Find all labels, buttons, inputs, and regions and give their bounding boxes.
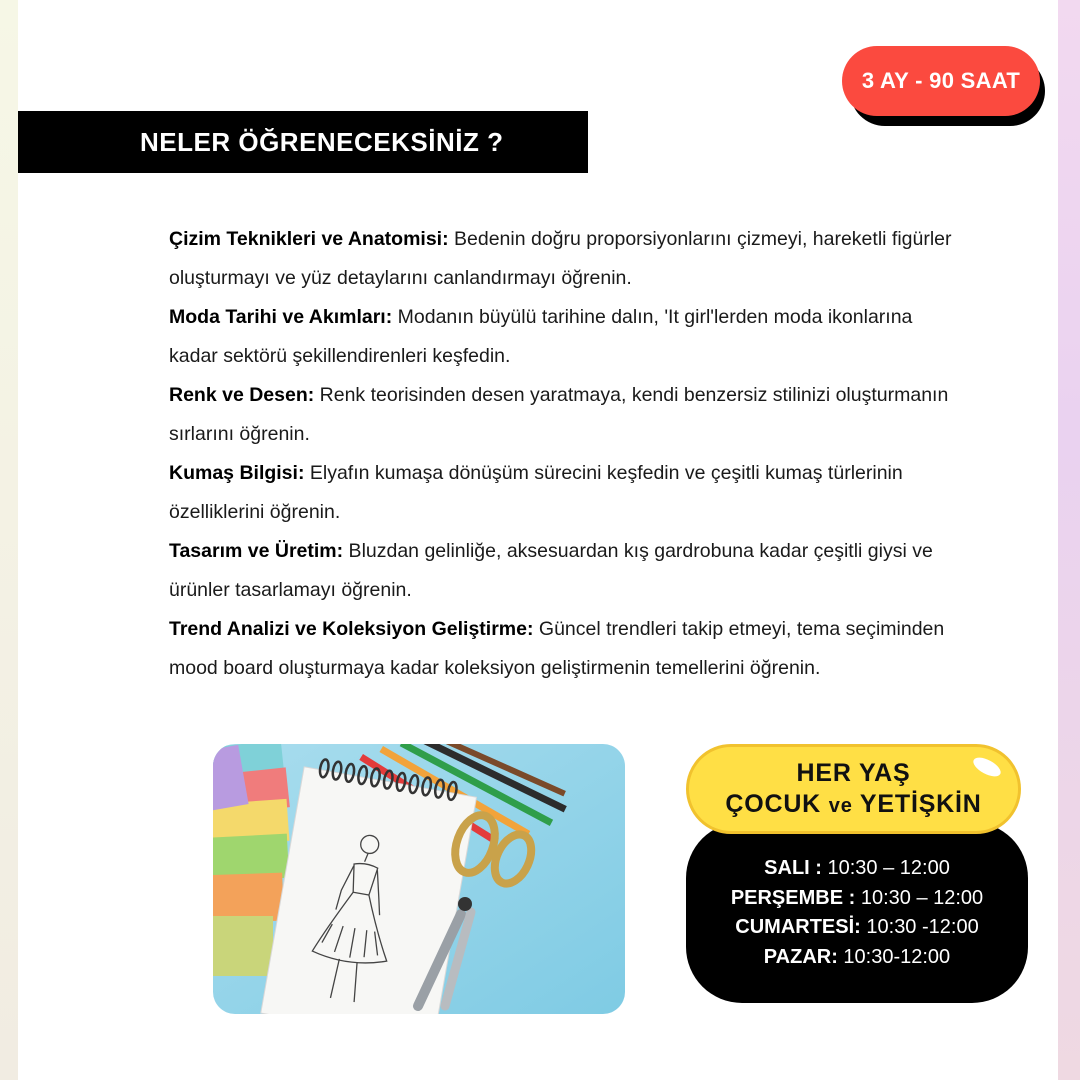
schedule-row (686, 854, 1028, 884)
list-item (169, 610, 959, 688)
schedule-day: PAZAR: (763, 945, 838, 968)
age-group-pill (686, 744, 1021, 834)
item-text: Güncel trendleri takip etmeyi, tema seçiminden mood board oluşturmaya kadar koleksiyon geliştirmenin temellerini öğrenin. (169, 618, 945, 679)
poster-card (18, 0, 1058, 1080)
item-text: Bluzdan gelinliğe, aksesuardan kış gardrobuna kadar çeşitli giysi ve ürünler tasarlamayı öğrenin. (169, 540, 933, 601)
item-heading: Çizim Teknikleri ve Anatomisi: (169, 228, 449, 250)
schedule-time: 10:30 -12:00 (860, 916, 979, 938)
age-line-all-ages: HER YAŞ (796, 759, 911, 787)
curriculum-list (169, 220, 959, 688)
item-heading: Trend Analizi ve Koleksiyon Geliştirme: (169, 618, 534, 640)
duration-badge (842, 46, 1047, 126)
photo-illustration (213, 744, 625, 1014)
schedule-time: 10:30-12:00 (837, 945, 951, 968)
schedule-day: SALI : (764, 857, 822, 879)
schedule-time: 10:30 – 12:00 (855, 886, 984, 909)
list-item (169, 220, 959, 298)
schedule-day: PERŞEMBE : (730, 886, 856, 909)
list-item (169, 298, 959, 376)
schedule-row (686, 913, 1028, 943)
item-text: Renk teorisinden desen yaratmaya, kendi benzersiz stilinizi oluşturmanın sırlarını öğrenin. (169, 384, 949, 445)
age-and: ve (828, 795, 853, 817)
item-heading: Kumaş Bilgisi: (169, 462, 305, 484)
list-item (169, 376, 959, 454)
list-item (169, 454, 959, 532)
schedule-row (686, 943, 1028, 973)
section-title: NELER ÖĞRENECEKSİNİZ ? (18, 111, 588, 173)
age-adults: YETİŞKİN (852, 790, 982, 818)
item-text: Bedenin doğru proporsiyonlarını çizmeyi, hareketli figürler oluşturmayı ve yüz detaylarını canlandırmayı öğrenin. (169, 228, 952, 289)
fashion-sketch-photo (213, 744, 625, 1014)
item-heading: Renk ve Desen: (169, 384, 315, 406)
list-item (169, 532, 959, 610)
page-edge-gradient (1058, 0, 1080, 1080)
item-text: Modanın büyülü tarihine dalın, 'It girl'lerden moda ikonlarına kadar sektörü şekillendirenleri keşfedin. (169, 306, 913, 367)
item-heading: Tasarım ve Üretim: (169, 540, 344, 562)
schedule-time: 10:30 – 12:00 (821, 857, 950, 879)
age-line-audience (689, 787, 1018, 823)
item-text: Elyafın kumaşa dönüşüm sürecini keşfedin ve çeşitli kumaş türlerinin özelliklerini öğrenin. (169, 462, 903, 523)
schedule-row (686, 884, 1028, 914)
age-children: ÇOCUK (725, 790, 829, 818)
schedule-box (686, 822, 1028, 1003)
duration-badge-label: 3 AY - 90 SAAT (842, 46, 1040, 116)
item-heading: Moda Tarihi ve Akımları: (169, 306, 393, 328)
schedule-day: CUMARTESİ: (735, 916, 861, 938)
